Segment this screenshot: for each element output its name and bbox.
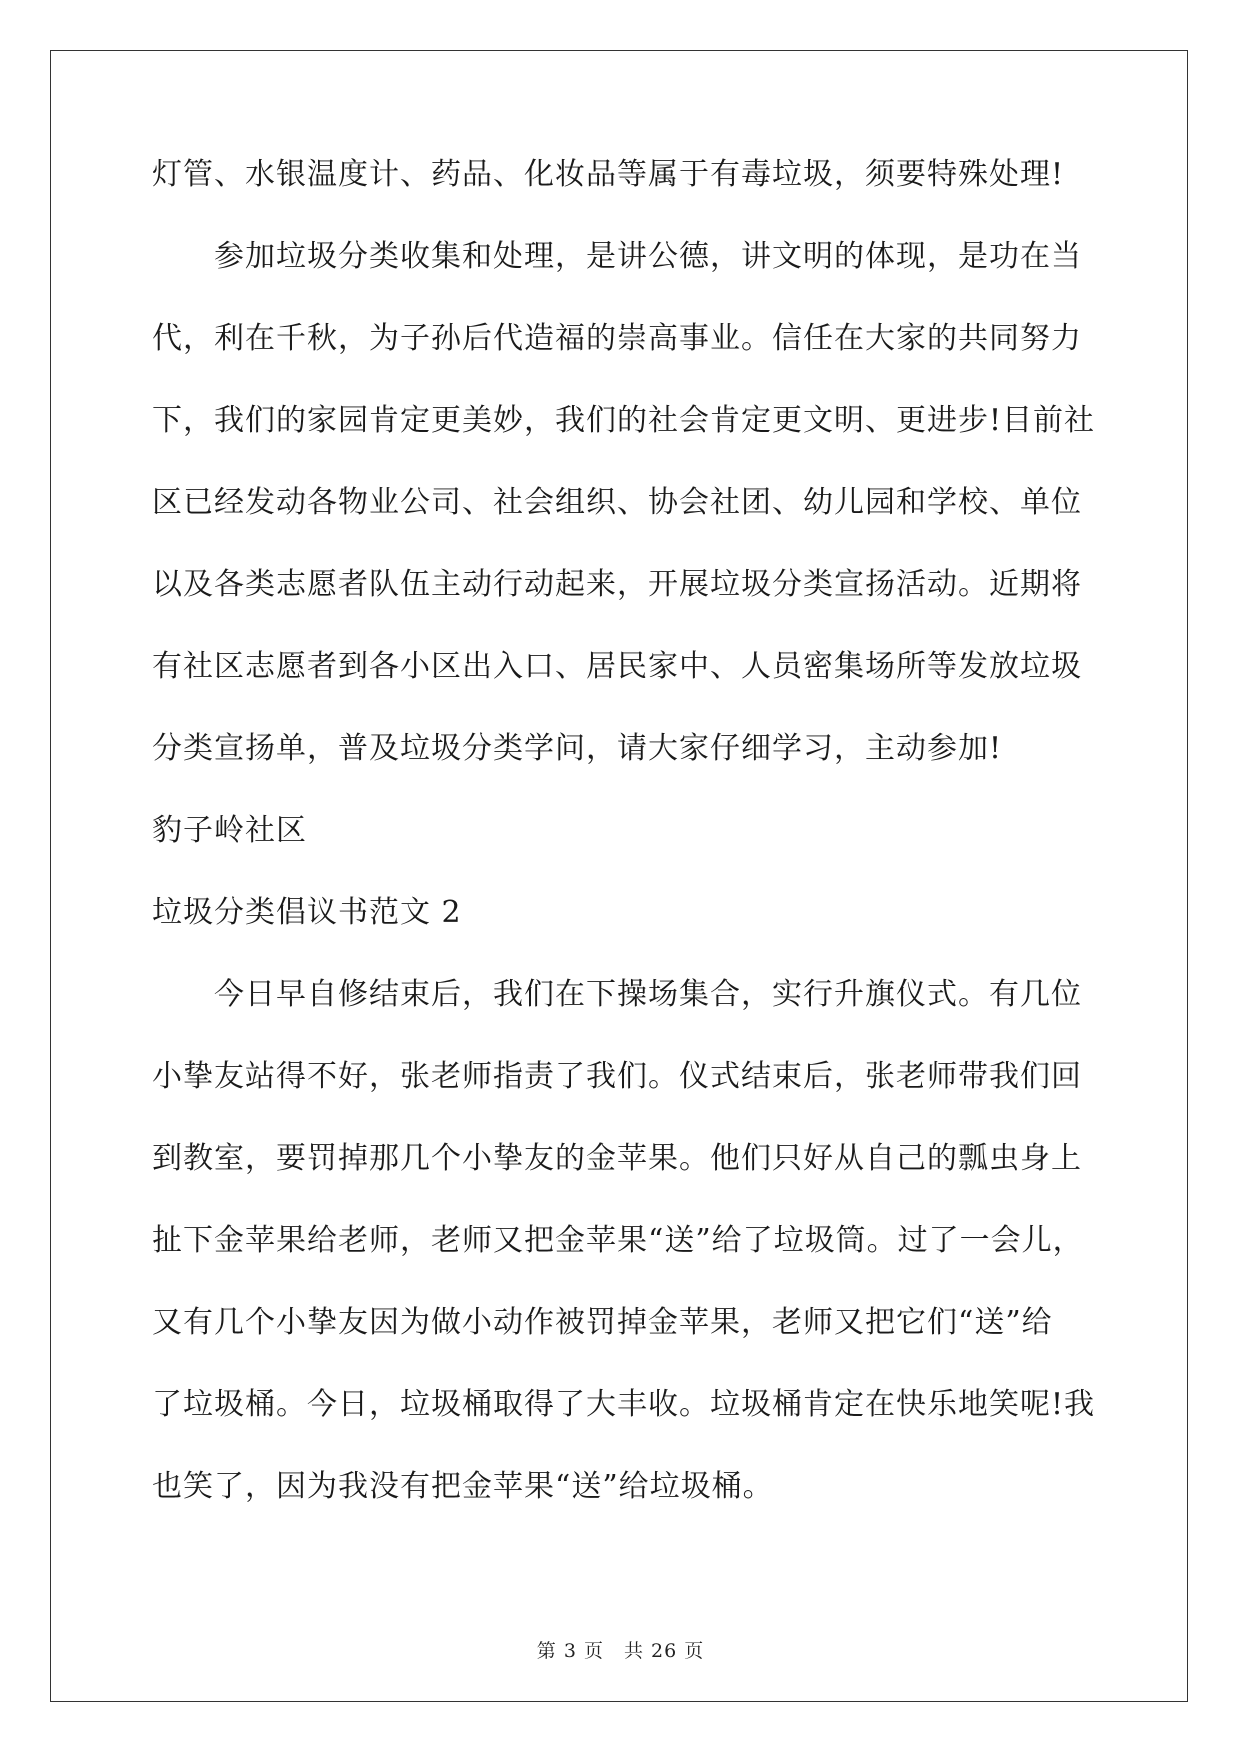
text-line: 到教室，要罚掉那几个小挚友的金苹果。他们只好从自己的瓢虫身上 [152,1141,1082,1176]
text-line: 今日早自修结束后，我们在下操场集合，实行升旗仪式。有几位 [214,977,1082,1012]
signature-line: 豹子岭社区 [152,813,307,848]
text-line: 灯管、水银温度计、药品、化妆品等属于有毒垃圾，须要特殊处理! [152,157,1065,192]
text-line: 又有几个小挚友因为做小动作被罚掉金苹果，老师又把它们“送”给 [152,1305,1053,1340]
text-line: 小挚友站得不好，张老师指责了我们。仪式结束后，张老师带我们回 [152,1059,1082,1094]
text-line: 参加垃圾分类收集和处理，是讲公德，讲文明的体现，是功在当 [214,239,1082,274]
text-line: 区已经发动各物业公司、社会组织、协会社团、幼儿园和学校、单位 [152,485,1082,520]
page-number-footer: 第 3 页 共 26 页 [536,1640,705,1662]
text-line: 有社区志愿者到各小区出入口、居民家中、人员密集场所等发放垃圾 [152,649,1082,684]
text-line: 了垃圾桶。今日，垃圾桶取得了大丰收。垃圾桶肯定在快乐地笑呢!我 [152,1387,1096,1422]
text-line: 扯下金苹果给老师，老师又把金苹果“送”给了垃圾筒。过了一会儿， [152,1223,1084,1258]
document-body [152,157,1097,1554]
text-line: 下，我们的家园肯定更美妙，我们的社会肯定更文明、更进步!目前社 [152,403,1096,438]
text-line: 也笑了，因为我没有把金苹果“送”给垃圾桶。 [152,1469,774,1504]
section-heading: 垃圾分类倡议书范文 2 [152,895,462,930]
text-line: 以及各类志愿者队伍主动行动起来，开展垃圾分类宣扬活动。近期将 [152,567,1082,602]
text-line: 代，利在千秋，为子孙后代造福的崇高事业。信任在大家的共同努力 [152,321,1082,356]
text-line: 分类宣扬单，普及垃圾分类学问，请大家仔细学习，主动参加! [152,731,1003,766]
